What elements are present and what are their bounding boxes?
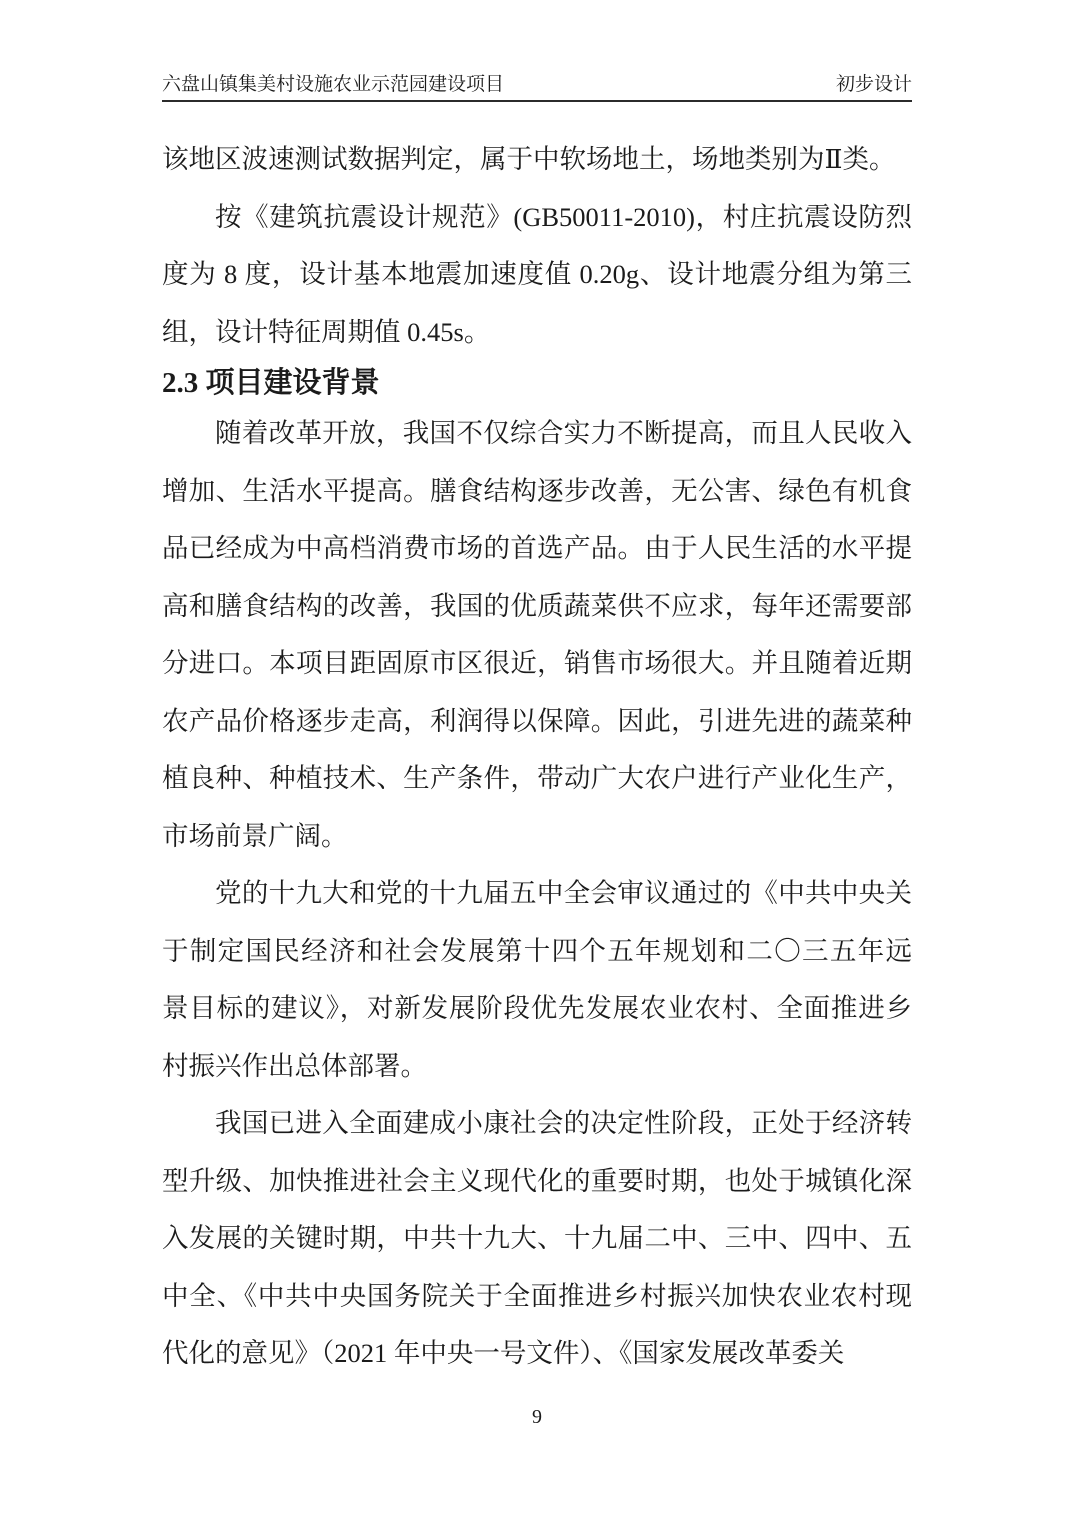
page-number: 9	[532, 1405, 542, 1428]
text-line: 随着改革开放，我国不仅综合实力不断提高，而且人民收入	[215, 418, 912, 448]
text-line: 品已经成为中高档消费市场的首选产品。由于人民生活的水平提	[162, 533, 912, 563]
text-line: 高和膳食结构的改善，我国的优质蔬菜供不应求，每年还需要部	[162, 590, 912, 621]
text-line: 中全、《中共中央国务院关于全面推进乡村振兴加快农业农村现	[162, 1280, 912, 1311]
text-line: 度为 8 度，设计基本地震加速度值 0.20g、设计地震分组为第三	[162, 259, 912, 289]
header-doc-type: 初步设计	[835, 74, 912, 95]
text-line: 于制定国民经济和社会发展第十四个五年规划和二〇三五年远	[162, 935, 912, 966]
header-project-title: 六盘山镇集美村设施农业示范园建设项目	[162, 74, 505, 95]
page-footer	[162, 1405, 912, 1429]
text-line: 入发展的关键时期，中共十九大、十九届二中、三中、四中、五	[162, 1223, 912, 1253]
text-line: 市场前景广阔。	[162, 820, 348, 851]
text-line: 分进口。本项目距固原市区很近，销售市场很大。并且随着近期	[162, 648, 912, 678]
text-line: 我国已进入全面建成小康社会的决定性阶段，正处于经济转	[215, 1108, 912, 1138]
document-body	[162, 131, 912, 1383]
section-heading: 2.3 项目建设背景	[162, 367, 380, 399]
text-line: 增加、生活水平提高。膳食结构逐步改善，无公害、绿色有机食	[162, 475, 912, 506]
text-line: 景目标的建议》，对新发展阶段优先发展农业农村、全面推进乡	[162, 993, 912, 1023]
text-line: 组，设计特征周期值 0.45s。	[162, 316, 491, 347]
text-line: 该地区波速测试数据判定，属于中软场地土，场地类别为Ⅱ类。	[162, 144, 896, 174]
text-line: 型升级、加快推进社会主义现代化的重要时期，也处于城镇化深	[162, 1165, 912, 1196]
text-line: 植良种、种植技术、生产条件，带动广大农户进行产业化生产，	[162, 763, 912, 793]
text-line: 代化的意见》（2021 年中央一号文件）、《国家发展改革委关	[162, 1338, 845, 1368]
text-line: 按《建筑抗震设计规范》(GB50011-2010)，村庄抗震设防烈	[215, 201, 912, 232]
text-line: 农产品价格逐步走高，利润得以保障。因此，引进先进的蔬菜种	[162, 705, 912, 736]
text-line: 党的十九大和党的十九届五中全会审议通过的《中共中央关	[215, 878, 912, 908]
text-line: 村振兴作出总体部署。	[162, 1050, 427, 1081]
page-header	[162, 0, 912, 102]
